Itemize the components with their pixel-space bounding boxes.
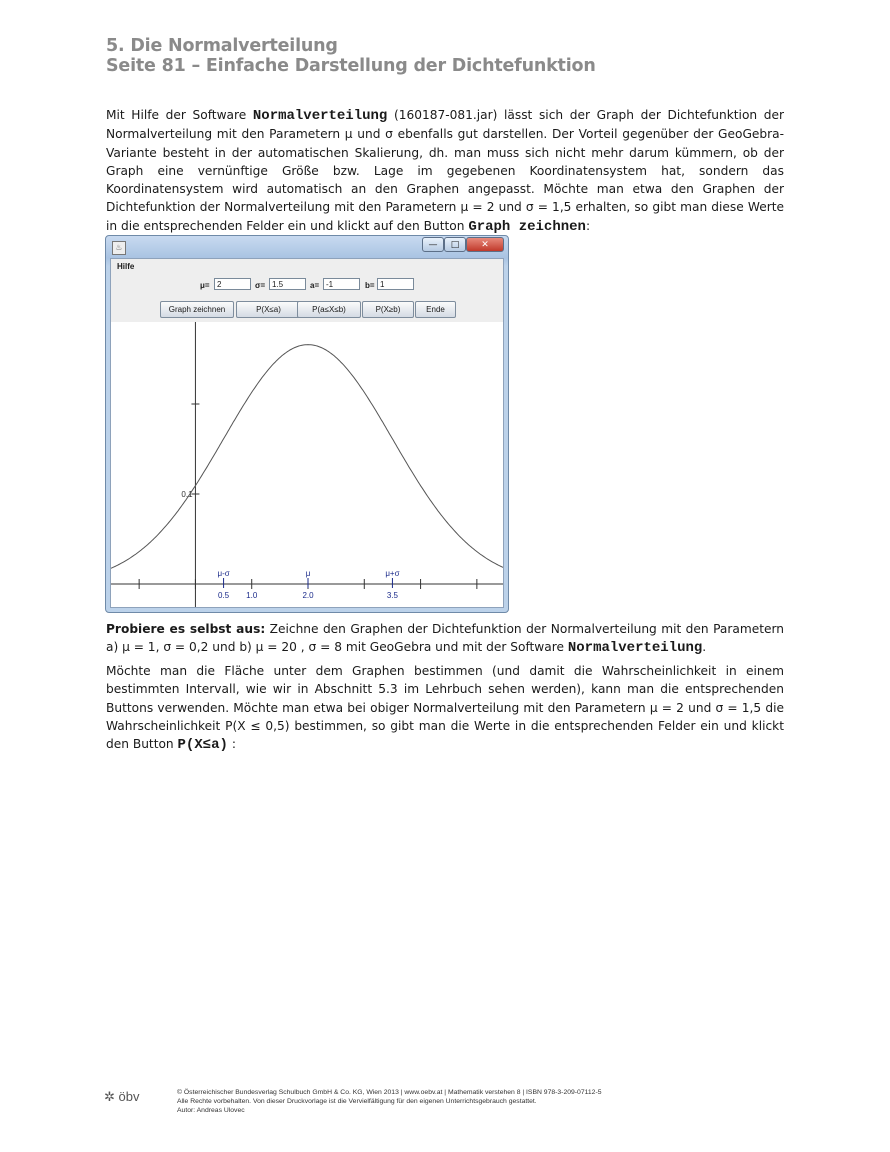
software-name-2: Normalverteilung bbox=[567, 640, 703, 657]
marker-bottom-label: 0.5 bbox=[218, 591, 230, 600]
close-button[interactable]: ✕ bbox=[466, 237, 504, 252]
software-name: Normalverteilung bbox=[252, 108, 388, 124]
density-plot bbox=[111, 322, 504, 608]
graph-button-ref: Graph zeichnen bbox=[468, 218, 586, 235]
area-paragraph bbox=[106, 662, 784, 754]
intro-paragraph bbox=[106, 106, 784, 236]
try-lead: Probiere es selbst aus: bbox=[106, 622, 266, 636]
p-x-le-a-button[interactable]: P(X≤a) bbox=[236, 301, 301, 318]
footer-author: Autor: Andreas Ulovec bbox=[177, 1107, 245, 1114]
mu-label: μ= bbox=[200, 281, 210, 290]
marker-bottom-label: 1.0 bbox=[246, 591, 258, 600]
intro-text-2: (160187-081.jar) lässt sich der Graph der Dichtefunktion der Normalverteilung mit den Parametern μ und σ ebenfalls gut darstellen. Der Vorteil gegenüber der GeoGebra-Variante besteht in der automatischen Skalierung, dh. man muss sich nicht mehr darum kümmern, ob der Graph eine vernünftige Größe bzw. Lage im gegebenen Koordinatensystem hat, sondern das Koordinatensystem wird automatisch an den Graphen angepasst. Möchte man etwa den Graphen der Dichtefunktion der Normalverteilung mit den Parametern μ = 2 und σ = 1,5 erhalten, so gibt man diese Werte in die entsprechenden Felder ein und klickt auf den Button bbox=[106, 108, 784, 233]
input-panel bbox=[111, 274, 503, 322]
graph-zeichnen-button[interactable]: Graph zeichnen bbox=[160, 301, 234, 318]
try-text-1: Zeichne den Graphen der Dichtefunktion der Normalverteilung mit den Parametern a) μ = 1, σ = 0,2 und b) μ = 20 , σ = 8 mit GeoGebra und mit der Software bbox=[106, 622, 784, 655]
menu-bar bbox=[111, 259, 503, 275]
marker-bottom-label: 2.0 bbox=[302, 591, 314, 600]
b-label: b= bbox=[365, 281, 375, 290]
ende-button[interactable]: Ende bbox=[415, 301, 456, 318]
p-button-ref: P(X≤a) bbox=[177, 737, 228, 754]
marker-top-label: μ-σ bbox=[217, 569, 230, 578]
java-icon[interactable]: ♨ bbox=[112, 241, 126, 255]
oebv-logo bbox=[104, 1089, 140, 1105]
marker-bottom-label: 3.5 bbox=[386, 591, 398, 600]
footer-rights: Alle Rechte vorbehalten. Von dieser Druckvorlage ist die Vervielfältigung für den eigenen Unterrichtsgebrauch gestattet. bbox=[177, 1098, 537, 1105]
menu-hilfe[interactable]: Hilfe bbox=[117, 262, 135, 271]
y-tick-label: 0.1 bbox=[181, 490, 193, 499]
chapter-title: 5. Die Normalverteilung bbox=[106, 36, 338, 56]
a-label: a= bbox=[310, 281, 320, 290]
density-curve bbox=[111, 345, 504, 569]
sigma-input[interactable]: 1.5 bbox=[269, 278, 306, 290]
mu-input[interactable]: 2 bbox=[214, 278, 251, 290]
marker-top-label: μ+σ bbox=[385, 569, 400, 578]
logo-star-icon: ✲ bbox=[104, 1089, 115, 1104]
intro-text-1: Mit Hilfe der Software bbox=[106, 108, 253, 122]
minimize-button[interactable]: — bbox=[422, 237, 444, 252]
footer-copyright: © Österreichischer Bundesverlag Schulbuch GmbH & Co. KG, Wien 2013 | www.oebv.at | Mathematik verstehen 8 | ISBN 978-3-209-07112-5 bbox=[177, 1089, 602, 1096]
sigma-label: σ= bbox=[255, 281, 266, 290]
try-text-2: . bbox=[702, 640, 707, 655]
maximize-button[interactable]: □ bbox=[444, 237, 466, 252]
app-window bbox=[105, 235, 509, 613]
a-input[interactable]: -1 bbox=[323, 278, 360, 290]
window-client bbox=[110, 258, 504, 608]
logo-text: öbv bbox=[118, 1089, 140, 1104]
try-paragraph bbox=[106, 620, 784, 658]
area-text-1: Möchte man die Fläche unter dem Graphen bestimmen (und damit die Wahrscheinlichkeit in einem bestimmten Intervall, wie wir in Abschnitt 5.3 im Lehrbuch sehen werden), kann man die entsprechenden Buttons verwenden. Möchte man etwa bei obiger Normalverteilung mit den Parametern μ = 2 und σ = 1,5 die Wahrscheinlichkeit P(X ≤ 0,5) bestimmen, so gibt man die Werte in die entsprechenden Felder ein und klickt den Button bbox=[106, 664, 784, 752]
area-text-2: : bbox=[227, 737, 236, 752]
p-x-ge-b-button[interactable]: P(X≥b) bbox=[362, 301, 414, 318]
page-title: Seite 81 – Einfache Darstellung der Dichtefunktion bbox=[106, 56, 596, 76]
intro-text-3: : bbox=[585, 218, 591, 233]
b-input[interactable]: 1 bbox=[377, 278, 414, 290]
marker-top-label: μ bbox=[305, 569, 311, 578]
p-a-le-x-le-b-button[interactable]: P(a≤X≤b) bbox=[297, 301, 361, 318]
